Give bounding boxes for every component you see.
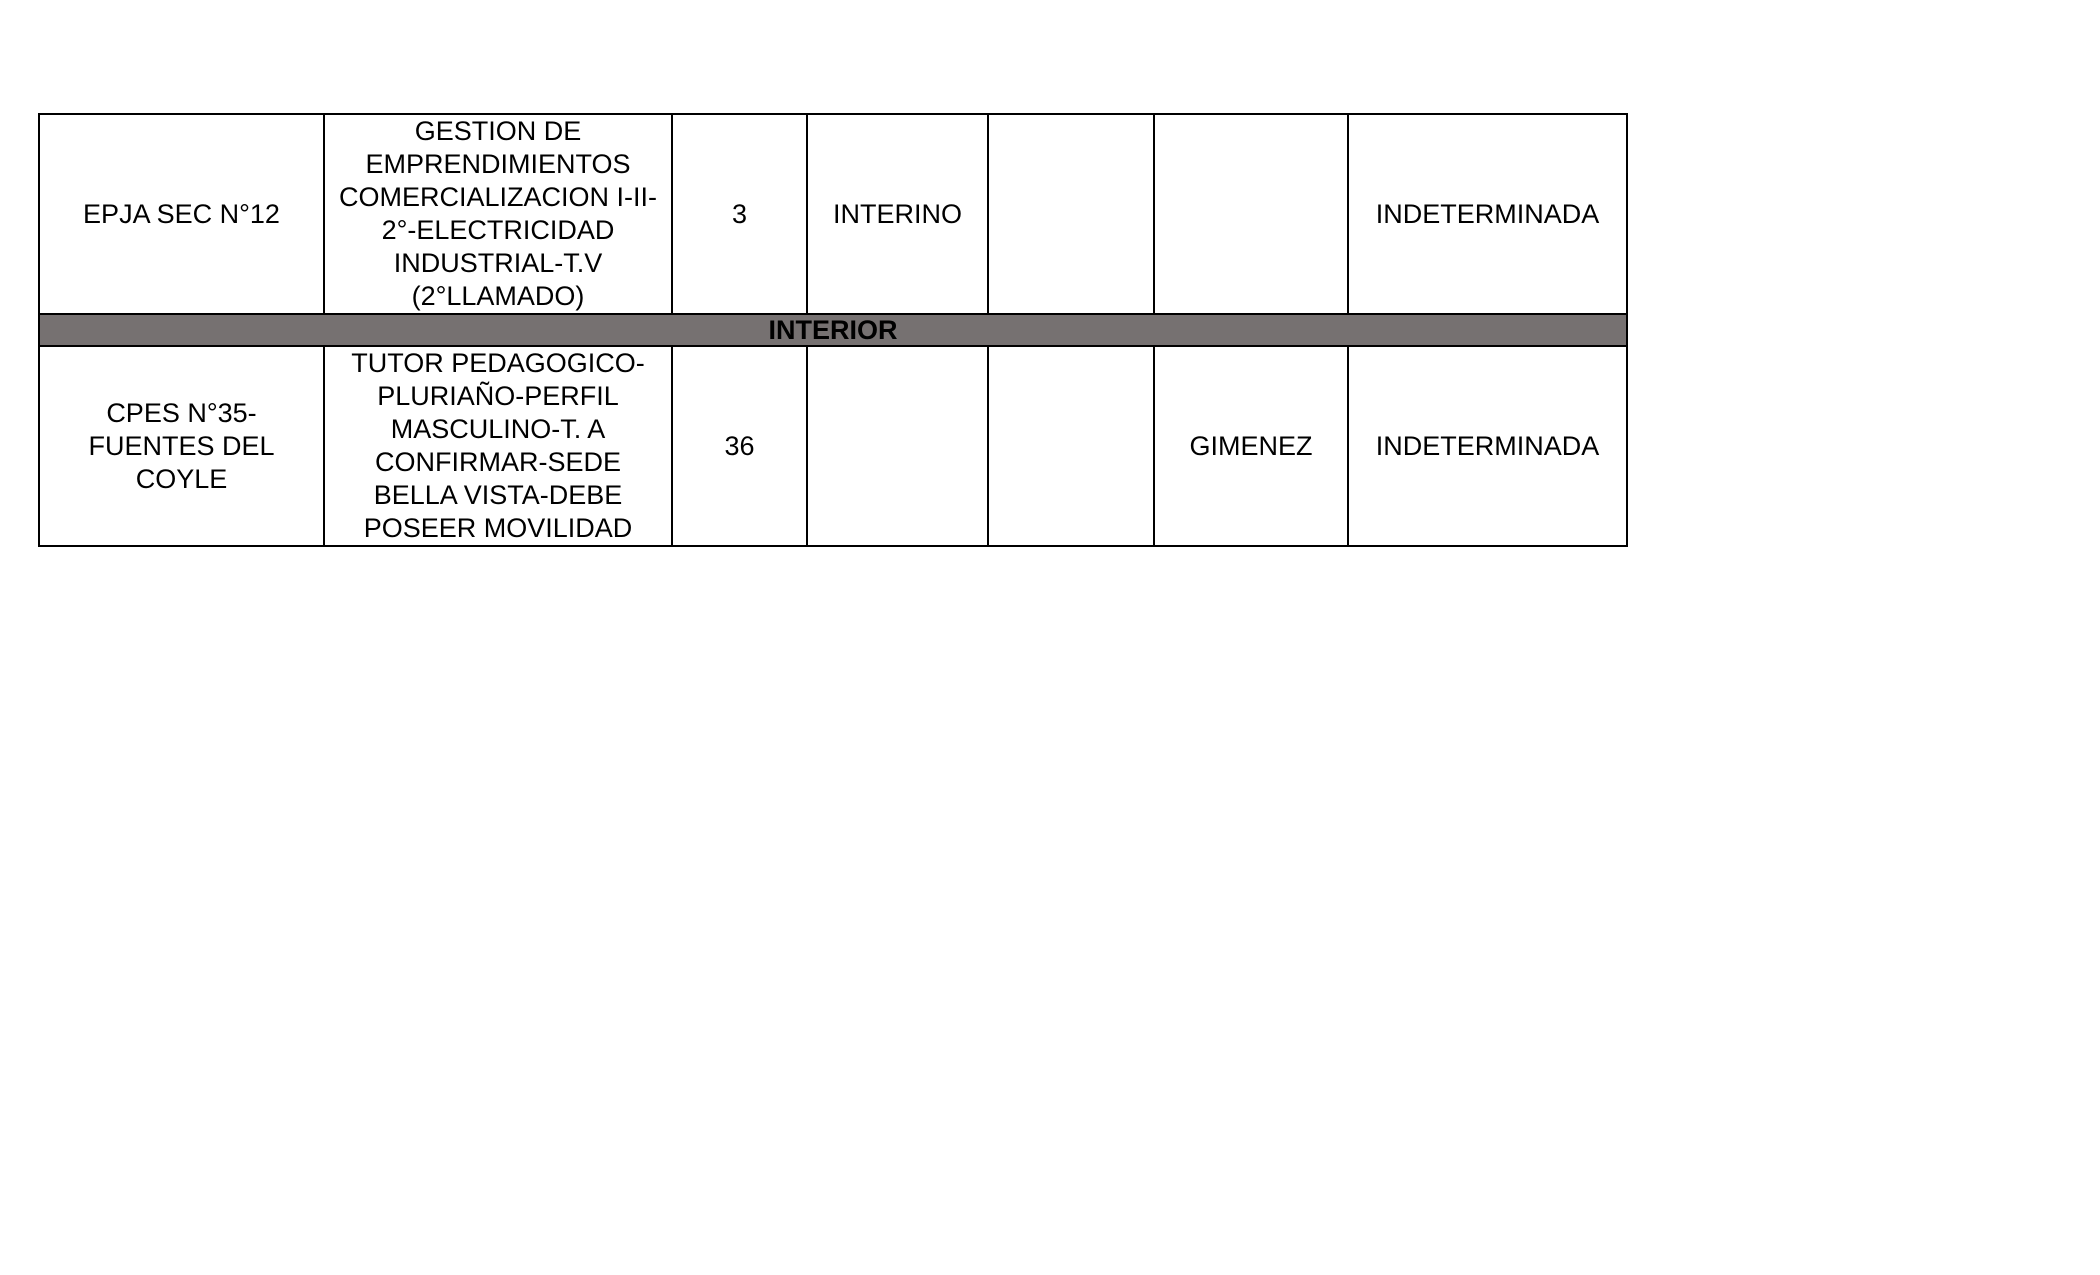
- table-row: [39, 114, 1627, 314]
- section-header-interior: INTERIOR: [39, 314, 1627, 346]
- empty-cell: [988, 346, 1154, 546]
- table-row: [39, 346, 1627, 546]
- hours-cell: 3: [672, 114, 807, 314]
- school-cell: EPJA SEC N°12: [39, 114, 324, 314]
- spreadsheet-page: [38, 113, 1628, 547]
- name-cell: [1154, 114, 1348, 314]
- duration-cell: INDETERMINADA: [1348, 346, 1627, 546]
- empty-cell: [988, 114, 1154, 314]
- subject-cell: GESTION DE EMPRENDIMIENTOS COMERCIALIZACION I-II- 2°-ELECTRICIDAD INDUSTRIAL-T.V (2°LLAMADO): [324, 114, 672, 314]
- duration-cell: INDETERMINADA: [1348, 114, 1627, 314]
- status-cell: [807, 346, 988, 546]
- status-cell: INTERINO: [807, 114, 988, 314]
- vacancies-table: [38, 113, 1628, 547]
- school-cell: CPES N°35- FUENTES DEL COYLE: [39, 346, 324, 546]
- section-header-row: [39, 314, 1627, 346]
- subject-cell: TUTOR PEDAGOGICO- PLURIAÑO-PERFIL MASCULINO-T. A CONFIRMAR-SEDE BELLA VISTA-DEBE POSEER MOVILIDAD: [324, 346, 672, 546]
- hours-cell: 36: [672, 346, 807, 546]
- name-cell: GIMENEZ: [1154, 346, 1348, 546]
